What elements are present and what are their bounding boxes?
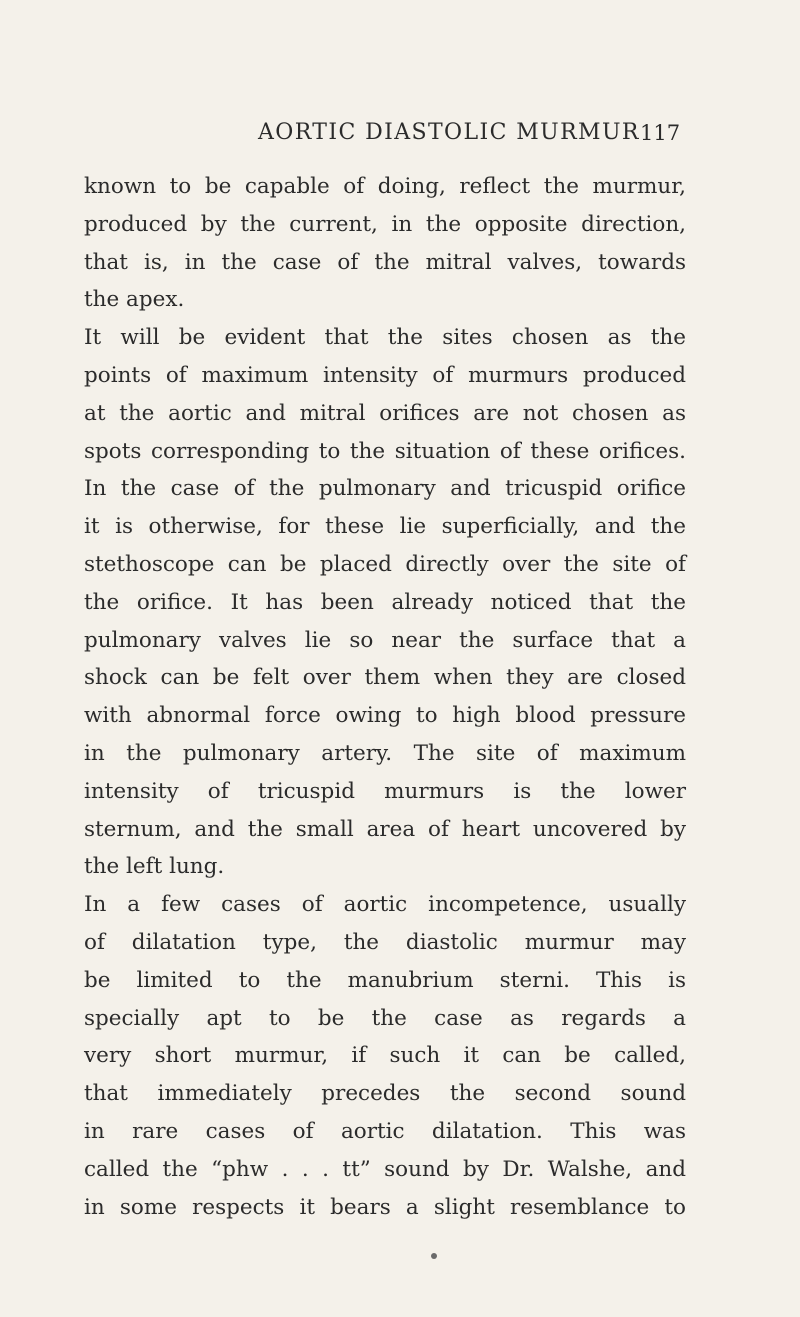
text-line: in the pulmonary artery. The site of maximum	[84, 740, 686, 766]
text-line: It will be evident that the sites chosen as the	[84, 325, 686, 351]
text-line: In the case of the pulmonary and tricuspid orifice	[84, 476, 686, 502]
text-line: In a few cases of aortic incompetence, usually	[84, 892, 686, 918]
text-line: the orifice. It has been already noticed that the	[84, 589, 686, 615]
text-line: that immediately precedes the second sound	[84, 1081, 686, 1107]
text-line: intensity of tricuspid murmurs is the lower	[84, 778, 686, 804]
signature-mark	[431, 1253, 437, 1259]
text-line: shock can be felt over them when they are closed	[84, 665, 686, 691]
text-line: be limited to the manubrium sterni. This is	[84, 967, 686, 993]
text-line: in rare cases of aortic dilatation. This was	[84, 1118, 686, 1144]
text-line: the apex.	[84, 287, 185, 313]
text-line: produced by the current, in the opposite direction,	[84, 211, 686, 237]
text-line: it is otherwise, for these lie superficially, and the	[84, 514, 686, 540]
running-head-title: AORTIC DIASTOLIC MURMUR	[258, 120, 640, 145]
text-line: spots corresponding to the situation of these orifices.	[84, 438, 686, 464]
text-line: very short murmur, if such it can be called,	[84, 1043, 686, 1069]
text-line: in some respects it bears a slight resemblance to	[84, 1194, 686, 1220]
text-line: at the aortic and mitral orifices are not chosen as	[84, 400, 686, 426]
text-line: called the “phw . . . tt” sound by Dr. Walshe, and	[84, 1156, 686, 1182]
text-line: the left lung.	[84, 854, 225, 880]
page-number: 117	[640, 121, 681, 145]
text-line: stethoscope can be placed directly over the site of	[84, 551, 686, 577]
text-line: sternum, and the small area of heart uncovered by	[84, 816, 686, 842]
text-line: pulmonary valves lie so near the surface that a	[84, 627, 686, 653]
text-line: known to be capable of doing, reflect the murmur,	[84, 174, 686, 199]
text-line: of dilatation type, the diastolic murmur may	[84, 929, 686, 955]
running-head	[0, 118, 800, 148]
text-line: points of maximum intensity of murmurs produced	[84, 362, 686, 388]
body-text	[84, 168, 686, 1226]
text-line: that is, in the case of the mitral valves, towards	[84, 249, 686, 275]
text-line: specially apt to be the case as regards a	[84, 1005, 686, 1031]
text-line: with abnormal force owing to high blood pressure	[84, 703, 686, 729]
